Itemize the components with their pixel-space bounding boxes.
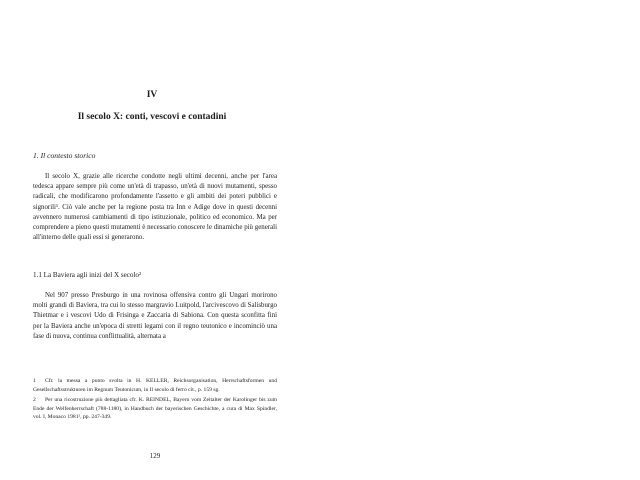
- section-heading: 1. Il contesto storico: [33, 151, 96, 160]
- chapter-number: IV: [146, 90, 158, 100]
- page-number: 129: [149, 452, 161, 460]
- footnote-number: 1: [33, 378, 36, 384]
- footnote: [33, 396, 277, 422]
- footnote-text: Per una ricostruzione più dettagliata cfr. K. REINDEL, Bayern vom Zeitalter der Karolinger bis zum Ende der Welfenherrschaft (788-1180), in Handbuch der bayerischen Geschichte, a cura di Max Spindler, vol. I, Monaco 1981², pp. 247-349.: [33, 397, 277, 421]
- body-paragraph: Nel 907 presso Presburgo in una rovinosa offensiva contro gli Ungari morirono molti grandi di Baviera, tra cui lo stesso margravio Luitpold, l'arcivescovo di Salisburgo Thietmar e i vescovi Udo di Frisinga e Zaccaria di Sabiona. Con questa sconfitta finì per la Baviera anche un'epoca di stretti legami con il regno teutonico e incominciò una fase di nuova, continua conflittualità, alternata a: [33, 292, 277, 340]
- footnote-text: Cfr. la messa a punto svolta in H. KELLER, Reichsorganisation, Herrschaftsformen und Gesellschaftsstrukturen im Regnum Teutonicum, in Il secolo di ferro cit., p. 159 sg.: [33, 378, 277, 393]
- footnote-number: 2: [33, 397, 36, 404]
- footnote: [33, 377, 277, 394]
- footnotes: [33, 377, 277, 424]
- subsection-heading: 1.1 La Baviera agli inizi del X secolo²: [33, 271, 142, 279]
- body-paragraph: Il secolo X, grazie alle ricerche condotte negli ultimi decenni, anche per l'area tedesca appare sempre più come un'età di trapasso, un'età di nuovi mutamenti, spesso radicali, che modificarono profondamente l'assetto e gli ambiti dei poteri pubblici e signorili¹. Ciò vale anche per la regione posta tra Inn e Adige dove in questi decenni avvennero numerosi cambiamenti di tipo istituzionale, politico ed economico. Ma per comprendere a pieno questi mutamenti è necessario conoscere le dinamiche più generali all'interno delle quali essi si generarono.: [33, 173, 277, 242]
- chapter-title: Il secolo X: conti, vescovi e contadini: [77, 112, 227, 122]
